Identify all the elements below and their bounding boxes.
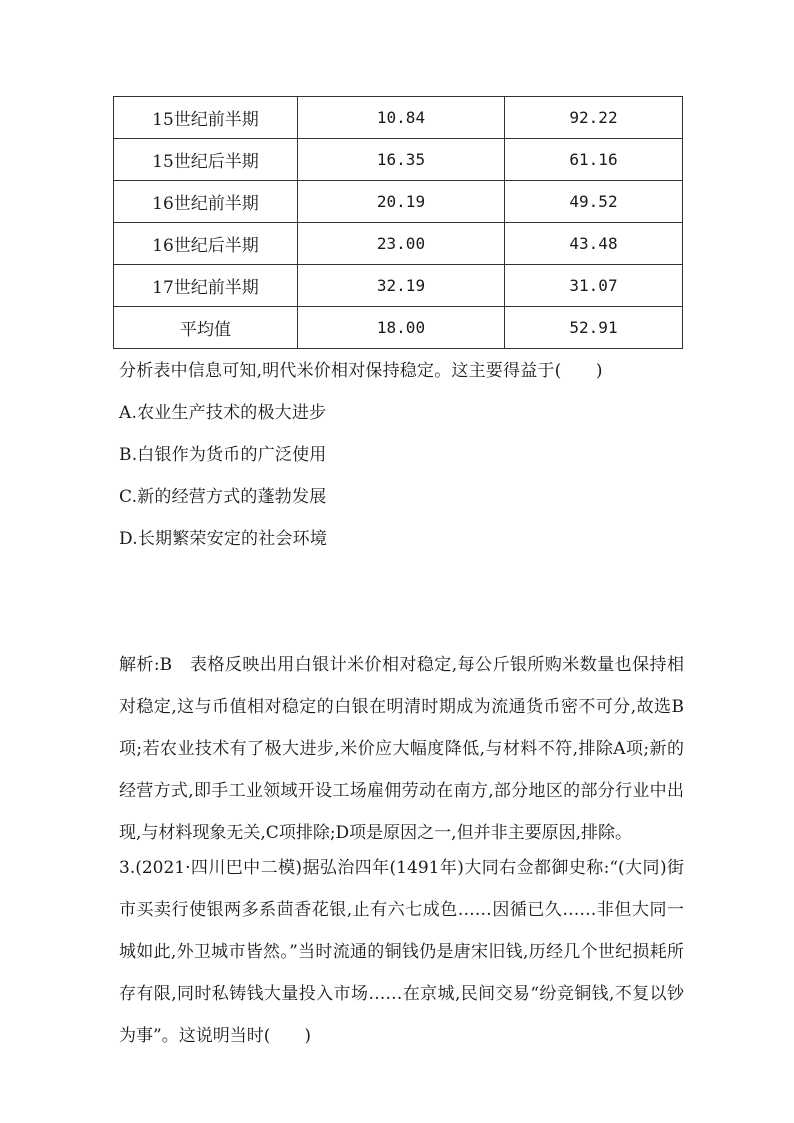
silver-price-cell: 23.00 xyxy=(298,223,505,265)
answer-options xyxy=(119,392,684,560)
question-stem-text: 分析表中信息可知,明代米价相对保持稳定。这主要得益于( ) xyxy=(119,361,603,381)
period-cell: 16世纪前半期 xyxy=(114,181,298,223)
rice-quantity-cell: 52.91 xyxy=(505,307,683,349)
table-row xyxy=(114,265,683,307)
analysis-text: 解析:B 表格反映出用白银计米价相对稳定,每公斤银所购米数量也保持相对稳定,这与币值相对稳定的白银在明清时期成为流通货币密不可分,故选B项;若农业技术有了极大进步,米价应大幅度降低,与材料不符,排除A项;新的经营方式,即手工业领域开设工场雇佣劳动在南方,部分地区的部分行业中出现,与材料现象无关,C项排除;D项是原因之一,但并非主要原因,排除。 xyxy=(119,655,684,843)
silver-price-cell: 32.19 xyxy=(298,265,505,307)
question-3 xyxy=(119,847,684,1057)
period-cell: 17世纪前半期 xyxy=(114,265,298,307)
period-cell: 15世纪后半期 xyxy=(114,139,298,181)
price-table xyxy=(113,96,683,349)
option-d: D.长期繁荣安定的社会环境 xyxy=(119,529,328,549)
question-2-stem xyxy=(119,350,684,392)
table-row xyxy=(114,139,683,181)
table-row xyxy=(114,97,683,139)
rice-quantity-cell: 49.52 xyxy=(505,181,683,223)
table-row xyxy=(114,223,683,265)
period-cell: 平均值 xyxy=(114,307,298,349)
rice-quantity-cell: 92.22 xyxy=(505,97,683,139)
rice-quantity-cell: 31.07 xyxy=(505,265,683,307)
table-row xyxy=(114,181,683,223)
analysis-paragraph xyxy=(119,644,684,854)
question-3-text: 3.(2021·四川巴中二模)据弘治四年(1491年)大同右佥都御史称:“(大同)街市买卖行使银两多系茴香花银,止有六七成色……因循已久……非但大同一城如此,外卫城市皆然。”当时流通的铜钱仍是唐宋旧钱,历经几个世纪损耗所存有限,同时私铸钱大量投入市场……在京城,民间交易“纷竞铜钱,不复以钞为事”。这说明当时( ) xyxy=(119,858,684,1046)
rice-quantity-cell: 61.16 xyxy=(505,139,683,181)
rice-quantity-cell: 43.48 xyxy=(505,223,683,265)
silver-price-cell: 16.35 xyxy=(298,139,505,181)
period-cell: 15世纪前半期 xyxy=(114,97,298,139)
period-cell: 16世纪后半期 xyxy=(114,223,298,265)
option-a: A.农业生产技术的极大进步 xyxy=(119,403,327,423)
option-b: B.白银作为货币的广泛使用 xyxy=(119,445,327,465)
silver-price-cell: 10.84 xyxy=(298,97,505,139)
table-row xyxy=(114,307,683,349)
price-table-body xyxy=(114,97,683,349)
option-c: C.新的经营方式的蓬勃发展 xyxy=(119,487,327,507)
silver-price-cell: 20.19 xyxy=(298,181,505,223)
silver-price-cell: 18.00 xyxy=(298,307,505,349)
